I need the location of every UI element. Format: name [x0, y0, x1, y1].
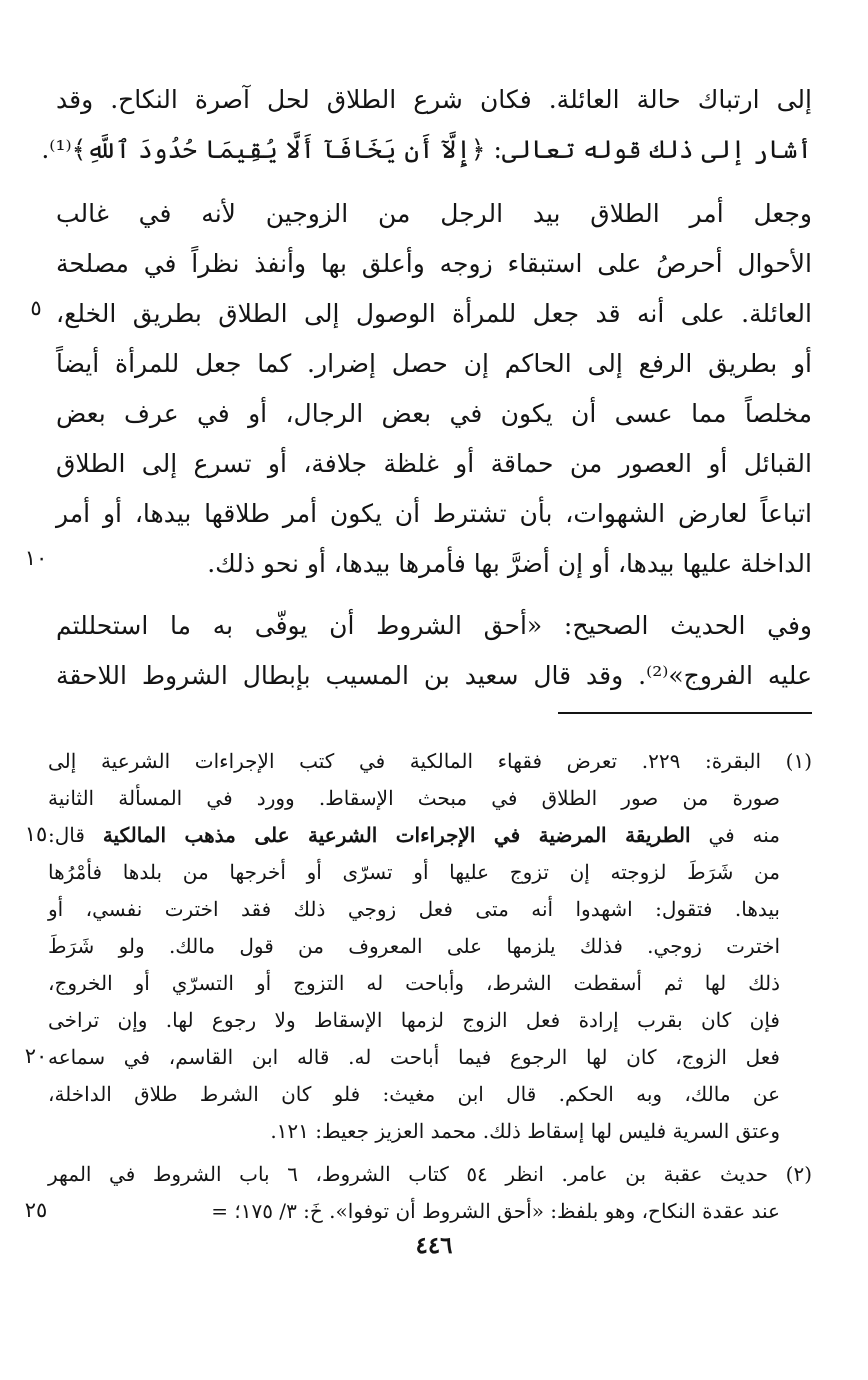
- line-number: ٢٥: [24, 1198, 48, 1222]
- footnote-line: وعتق السرية فليس لها إسقاط ذلك. محمد العزيز جعيط: ١٢١.: [270, 1119, 780, 1143]
- line-number: ١٥: [24, 822, 48, 846]
- footnote-line: ذلك لها ثم أسقطت الشرط، وأباحت له التزوج أو التسرّي أو الخروج،: [48, 971, 780, 995]
- line-number: ٢٠: [24, 1044, 48, 1068]
- body-line: العائلة. على أنه قد جعل للمرأة الوصول إلى الطلاق بطريق الخلع،: [56, 299, 812, 328]
- body-line: الأحوال أحرصُ على استبقاء زوجه وأعلق بها وأنفذ نظراً في مصلحة: [56, 249, 812, 278]
- footnote-text: قال:: [48, 823, 85, 847]
- body-line: الداخلة عليها بيدها، أو إن أضرَّ بها فأمرها بيدها، أو نحو ذلك.: [207, 549, 812, 578]
- footnote-line: اخترت زوجي. فذلك يلزمها على المعروف من قول مالك. ولو شَرَطَ: [48, 934, 780, 958]
- footnote-line: صورة من صور الطلاق في مبحث الإسقاط. وورد في المسألة الثانية: [48, 786, 780, 810]
- footnote-line: فعل الزوج، كان لها الرجوع فيما أباحت له. قاله ابن القاسم، في سماعه: [48, 1045, 780, 1069]
- body-line: القبائل أو العصور من حماقة أو غلظة جلافة، أو تسرع إلى الطلاق: [56, 449, 812, 478]
- body-line: أشار إلى ذلك قوله تعالى: ﴿إِلَّآ أَن يَخَافَآ أَلَّا يُقِيمَا حُدُودَ ٱللَّهِ﴾⁽¹⁾.: [41, 135, 812, 164]
- footnote-line: من شَرَطَ لزوجته إن تزوج عليها أو تسرّى أو أخرجها من بلدها فأمْرُها: [48, 860, 780, 884]
- footnote-line: عند عقدة النكاح، وهو بلفظ: «أحق الشروط أن توفوا». خَ: ٣/ ١٧٥؛ =: [211, 1199, 780, 1223]
- body-line: مخلصاً مما عسى أن يكون في بعض الرجال، أو في عرف بعض: [56, 399, 812, 428]
- footnote-separator: [558, 712, 812, 714]
- footnote-text: منه في: [708, 823, 781, 847]
- footnote-line: [48, 816, 780, 854]
- line-number: ١٠: [24, 546, 48, 570]
- footnote-line: فإن كان بقرب إرادة فعل الزوج لزمها الإسقاط ولا رجوع لها. وإن تراخى: [48, 1008, 780, 1032]
- book-title: الطريقة المرضية في الإجراءات الشرعية على مذهب المالكية: [102, 823, 691, 847]
- body-line: عليه الفروج»⁽²⁾. وقد قال سعيد بن المسيب بإبطال الشروط اللاحقة: [56, 661, 812, 690]
- line-number: ٥: [30, 296, 42, 320]
- body-line: وجعل أمر الطلاق بيد الرجل من الزوجين لأنه في غالب: [56, 199, 812, 228]
- footnote-line: (٢) حديث عقبة بن عامر. انظر ٥٤ كتاب الشروط، ٦ باب الشروط في المهر: [48, 1162, 813, 1186]
- body-line: اتباعاً لعارض الشهوات، بأن تشترط أن يكون أمر طلاقها بيدها، أو أمر: [56, 499, 812, 528]
- body-line: إلى ارتباك حالة العائلة. فكان شرع الطلاق لحل آصرة النكاح. وقد: [56, 85, 812, 114]
- body-line: وفي الحديث الصحيح: «أحق الشروط أن يوفّى به ما استحللتم: [56, 611, 812, 640]
- body-line: أو بطريق الرفع إلى الحاكم إن حصل إضرار. كما جعل للمرأة أيضاً: [56, 349, 812, 378]
- page-number: ٤٤٦: [415, 1232, 453, 1259]
- footnote-line: بيدها. فتقول: اشهدوا أنه متى فعل زوجي ذلك فقد اخترت نفسي، أو: [48, 897, 780, 921]
- footnote-line: عن مالك، وبه الحكم. قال ابن مغيث: فلو كان الشرط طلاق الداخلة،: [48, 1082, 780, 1106]
- footnote-line: (١) البقرة: ٢٢٩. تعرض فقهاء المالكية في كتب الإجراءات الشرعية إلى: [48, 749, 813, 773]
